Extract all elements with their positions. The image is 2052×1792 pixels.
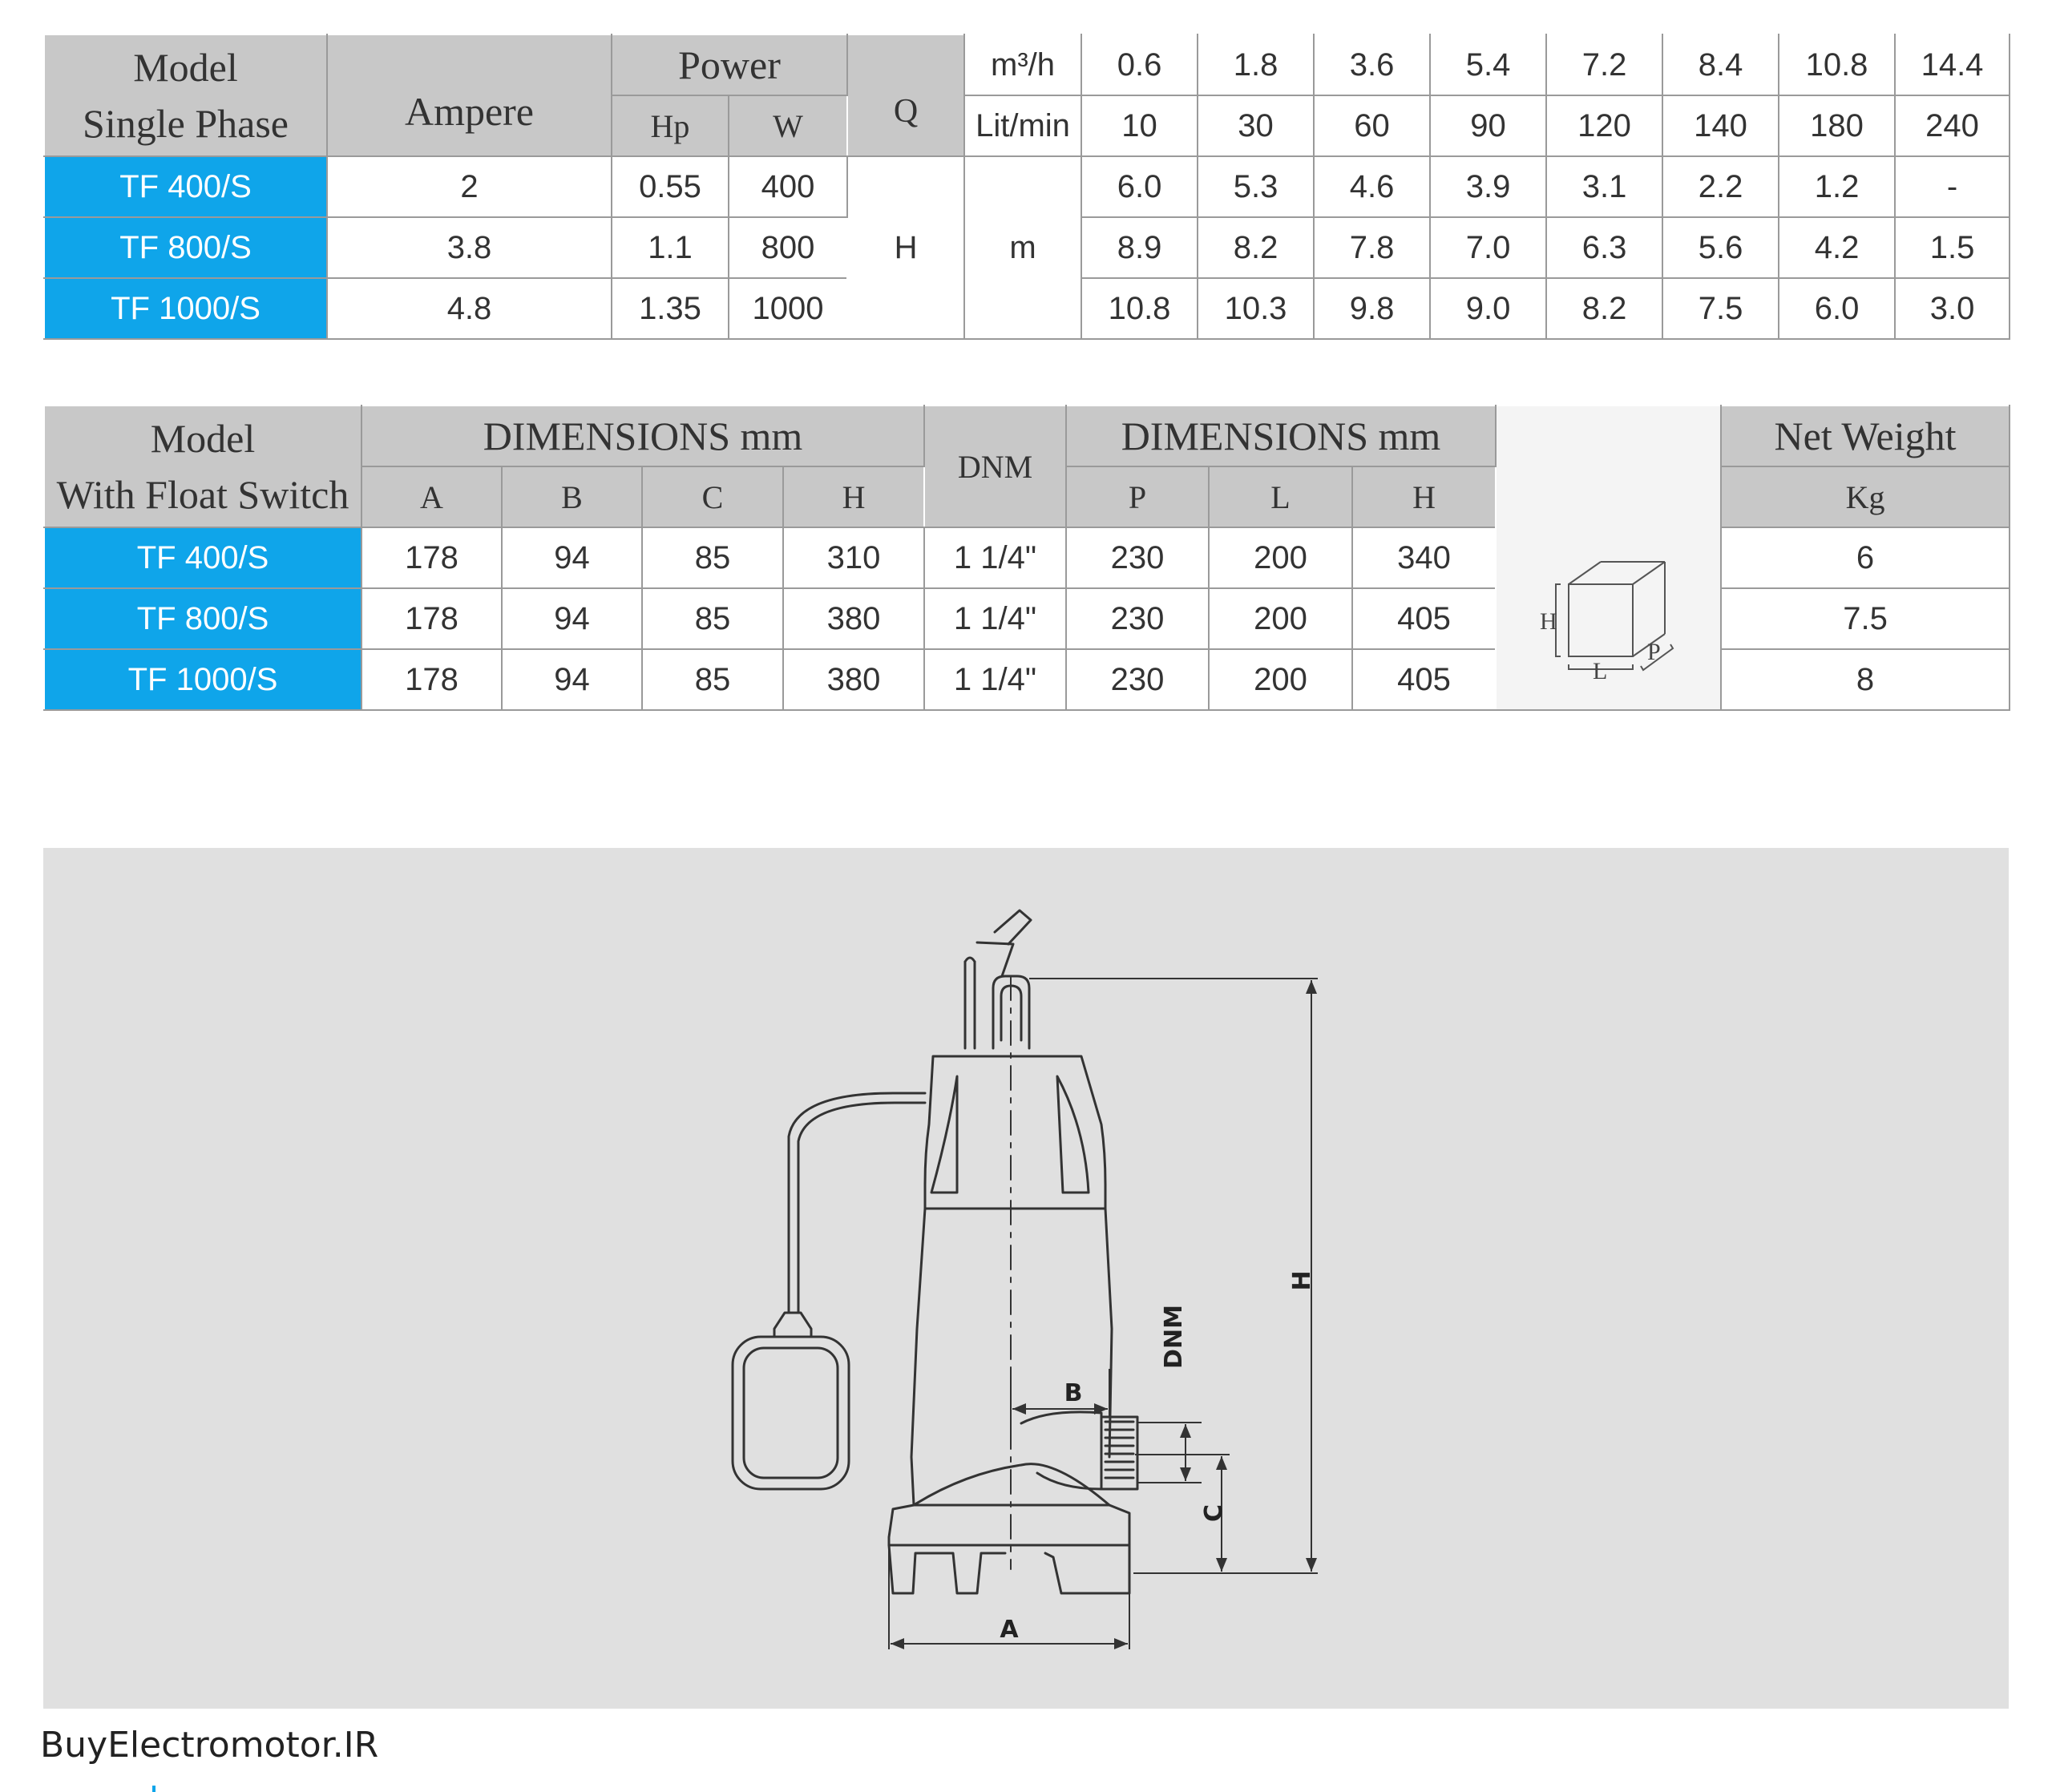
hp-cell: 0.55 xyxy=(612,156,729,217)
model-header-2 xyxy=(44,406,362,527)
model-name: TF 400/S xyxy=(44,156,327,217)
q-header xyxy=(847,34,964,156)
table-row xyxy=(44,156,2010,217)
dimensions-header-2: DIMENSIONS mm xyxy=(1066,406,1496,466)
cable-top xyxy=(995,910,1031,944)
model-name: TF 800/S xyxy=(44,217,327,278)
head-cell: 9.0 xyxy=(1430,278,1546,339)
flow-litmin-cell: 180 xyxy=(1779,95,1895,156)
head-cell: 6.3 xyxy=(1546,217,1662,278)
kg-cell: 8 xyxy=(1721,649,2010,710)
b-cell: 94 xyxy=(502,649,642,710)
head-cell: 5.3 xyxy=(1198,156,1314,217)
p-header: P xyxy=(1066,466,1209,527)
c-cell: 85 xyxy=(642,527,783,588)
h2-cell: 405 xyxy=(1352,649,1496,710)
hp-cell: 1.35 xyxy=(612,278,729,339)
head-cell: 8.2 xyxy=(1546,278,1662,339)
l-cell: 200 xyxy=(1209,588,1352,649)
ampere-cell: 2 xyxy=(327,156,612,217)
flow-unit-m3h: m³/h xyxy=(964,34,1081,95)
model-header-line2: Single Phase xyxy=(83,101,289,146)
ampere-header-text: Ampere xyxy=(404,89,535,134)
flow-litmin-cell: 240 xyxy=(1895,95,2010,156)
q-header-text: Q xyxy=(893,93,919,130)
model-header-2-line1: Model xyxy=(150,416,256,461)
head-cell: 1.5 xyxy=(1895,217,2010,278)
model-header-line1: Model xyxy=(133,45,238,90)
kg-cell: 6 xyxy=(1721,527,2010,588)
footer-accent-mark xyxy=(152,1786,156,1792)
ampere-cell: 3.8 xyxy=(327,217,612,278)
model-header xyxy=(44,34,327,156)
hp-header: Hp xyxy=(612,95,729,156)
flow-m3h-cell: 3.6 xyxy=(1314,34,1430,95)
head-cell: 8.2 xyxy=(1198,217,1314,278)
head-cell: 9.8 xyxy=(1314,278,1430,339)
model-header-2-line2: With Float Switch xyxy=(56,472,349,517)
flow-unit-litmin: Lit/min xyxy=(964,95,1081,156)
m-label: m xyxy=(964,156,1081,339)
dim-label-b: B xyxy=(1064,1379,1083,1407)
performance-table xyxy=(43,34,2010,340)
h2-cell: 405 xyxy=(1352,588,1496,649)
flow-m3h-cell: 1.8 xyxy=(1198,34,1314,95)
model-name: TF 1000/S xyxy=(44,649,362,710)
hp-cell: 1.1 xyxy=(612,217,729,278)
dim-label-c: C xyxy=(1200,1503,1228,1523)
l-cell: 200 xyxy=(1209,649,1352,710)
w-cell: 400 xyxy=(729,156,847,217)
p-cell: 230 xyxy=(1066,527,1209,588)
box-h-label: H xyxy=(1539,608,1557,635)
model-name: TF 1000/S xyxy=(44,278,327,339)
c-cell: 85 xyxy=(642,649,783,710)
box-p-label: P xyxy=(1646,639,1661,665)
p-cell: 230 xyxy=(1066,649,1209,710)
kg-header: Kg xyxy=(1721,466,2010,527)
power-header: Power xyxy=(612,34,847,95)
l-cell: 200 xyxy=(1209,527,1352,588)
head-cell: 6.0 xyxy=(1081,156,1198,217)
h-header: H xyxy=(783,466,924,527)
w-header: W xyxy=(729,95,847,156)
head-cell: 7.5 xyxy=(1662,278,1779,339)
kg-cell: 7.5 xyxy=(1721,588,2010,649)
box-diagram-cell xyxy=(1496,406,1721,710)
w-cell: 800 xyxy=(729,217,847,278)
head-cell: 3.9 xyxy=(1430,156,1546,217)
dim-label-dnm: DNM xyxy=(1160,1305,1188,1369)
head-cell: 3.1 xyxy=(1546,156,1662,217)
flow-litmin-cell: 60 xyxy=(1314,95,1430,156)
b-cell: 94 xyxy=(502,527,642,588)
dnm-cell: 1 1/4" xyxy=(924,527,1066,588)
dim-label-h: H xyxy=(1288,1270,1316,1291)
flow-litmin-cell: 120 xyxy=(1546,95,1662,156)
flow-m3h-cell: 14.4 xyxy=(1895,34,2010,95)
dnm-cell: 1 1/4" xyxy=(924,588,1066,649)
a-header: A xyxy=(362,466,502,527)
head-cell: 10.3 xyxy=(1198,278,1314,339)
pump-technical-drawing xyxy=(43,848,2009,1709)
flow-litmin-cell: 90 xyxy=(1430,95,1546,156)
head-cell: 7.0 xyxy=(1430,217,1546,278)
a-cell: 178 xyxy=(362,588,502,649)
b-header: B xyxy=(502,466,642,527)
ampere-cell: 4.8 xyxy=(327,278,612,339)
l-header: L xyxy=(1209,466,1352,527)
w-cell: 1000 xyxy=(729,278,847,339)
pump-drawing-svg xyxy=(43,848,2009,1709)
ampere-header xyxy=(327,34,612,156)
flow-m3h-cell: 7.2 xyxy=(1546,34,1662,95)
head-cell: 4.2 xyxy=(1779,217,1895,278)
dimensions-header-1: DIMENSIONS mm xyxy=(362,406,924,466)
h2-header: H xyxy=(1352,466,1496,527)
model-name: TF 400/S xyxy=(44,527,362,588)
model-name: TF 800/S xyxy=(44,588,362,649)
head-cell: 5.6 xyxy=(1662,217,1779,278)
head-cell: - xyxy=(1895,156,2010,217)
footer-site-name: BuyElectromotor.IR xyxy=(40,1725,379,1766)
flow-m3h-cell: 0.6 xyxy=(1081,34,1198,95)
net-weight-header: Net Weight xyxy=(1721,406,2010,466)
c-header: C xyxy=(642,466,783,527)
head-cell: 3.0 xyxy=(1895,278,2010,339)
h-cell: 380 xyxy=(783,649,924,710)
dim-label-a: A xyxy=(1000,1616,1019,1644)
flow-m3h-cell: 8.4 xyxy=(1662,34,1779,95)
h-cell: 380 xyxy=(783,588,924,649)
flow-litmin-cell: 10 xyxy=(1081,95,1198,156)
flow-m3h-cell: 10.8 xyxy=(1779,34,1895,95)
flow-litmin-cell: 30 xyxy=(1198,95,1314,156)
h2-cell: 340 xyxy=(1352,527,1496,588)
head-cell: 4.6 xyxy=(1314,156,1430,217)
p-cell: 230 xyxy=(1066,588,1209,649)
dimensions-table xyxy=(43,405,2010,711)
head-cell: 6.0 xyxy=(1779,278,1895,339)
c-cell: 85 xyxy=(642,588,783,649)
dnm-cell: 1 1/4" xyxy=(924,649,1066,710)
dnm-header: DNM xyxy=(924,406,1066,527)
box-dimension-diagram xyxy=(1529,546,1689,690)
head-cell: 1.2 xyxy=(1779,156,1895,217)
b-cell: 94 xyxy=(502,588,642,649)
head-cell: 8.9 xyxy=(1081,217,1198,278)
a-cell: 178 xyxy=(362,527,502,588)
head-cell: 2.2 xyxy=(1662,156,1779,217)
head-cell: 10.8 xyxy=(1081,278,1198,339)
h-label: H xyxy=(847,156,964,339)
flow-m3h-cell: 5.4 xyxy=(1430,34,1546,95)
head-cell: 7.8 xyxy=(1314,217,1430,278)
flow-litmin-cell: 140 xyxy=(1662,95,1779,156)
a-cell: 178 xyxy=(362,649,502,710)
h-cell: 310 xyxy=(783,527,924,588)
box-l-label: L xyxy=(1592,658,1607,684)
